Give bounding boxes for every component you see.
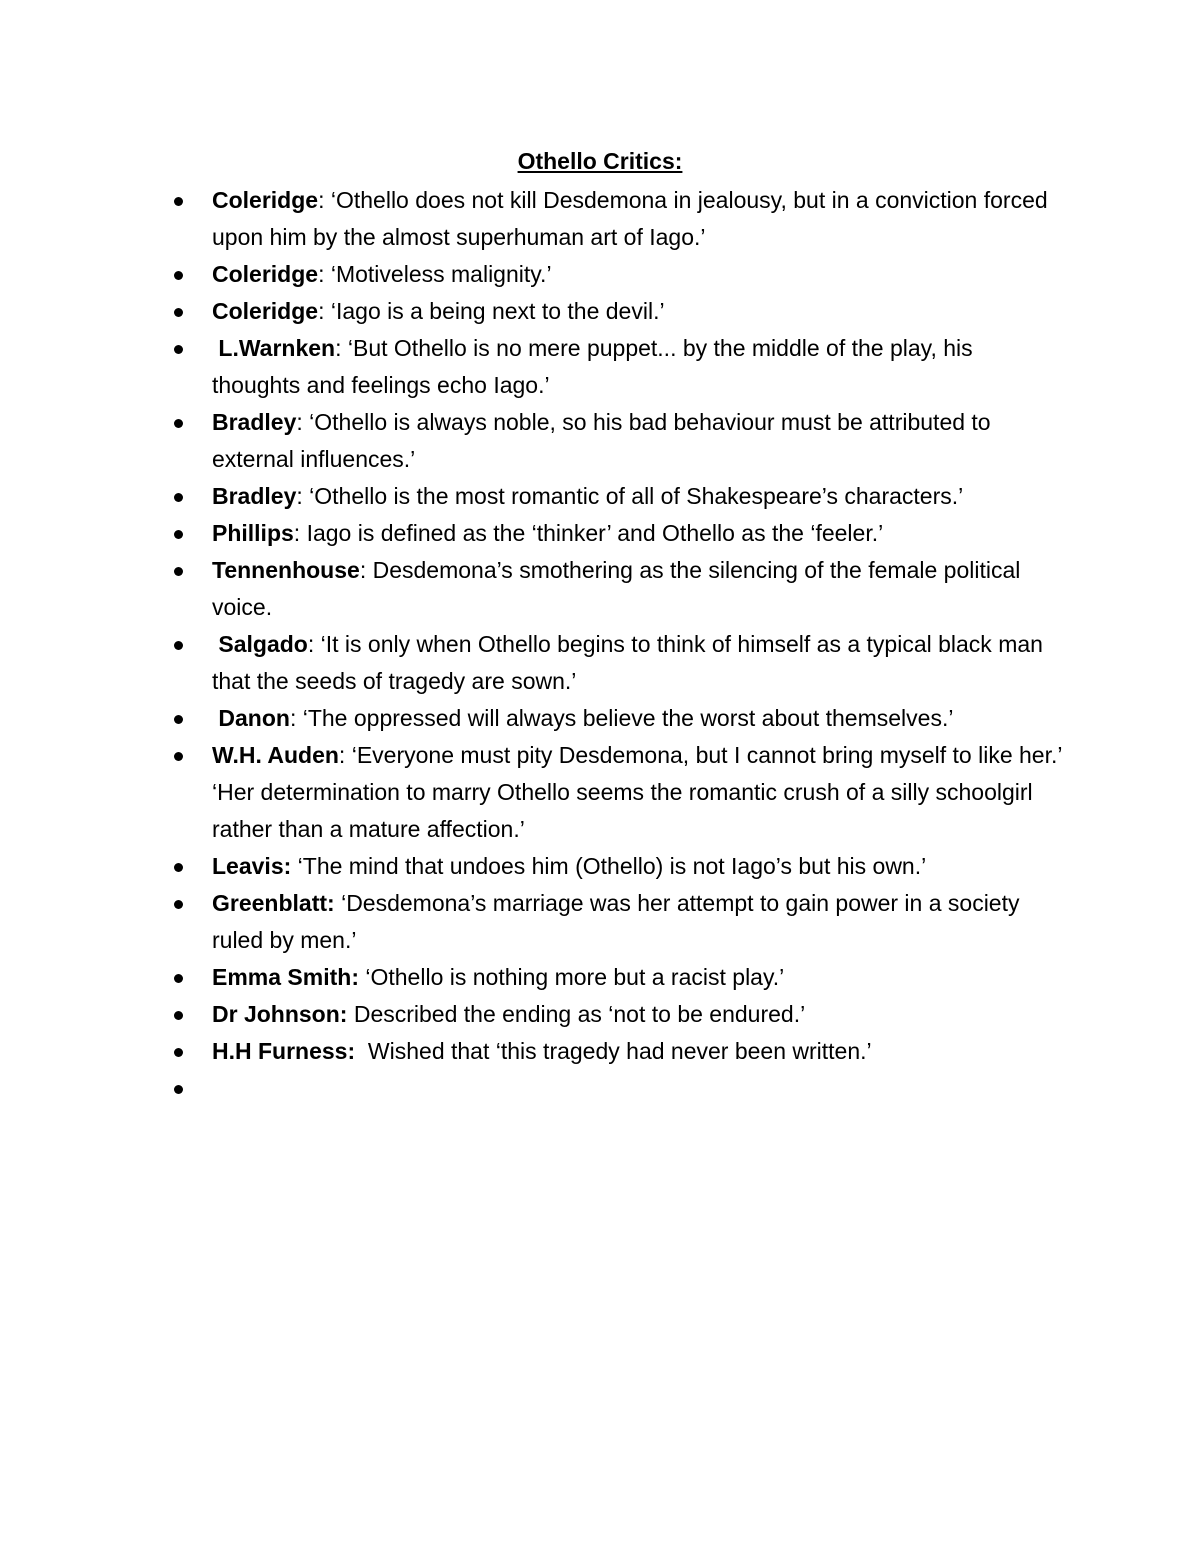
critic-separator: :: [296, 409, 310, 435]
critic-name: Bradley: [212, 483, 297, 509]
empty-list-item: [212, 1070, 1062, 1107]
bullet-icon: [174, 1085, 183, 1094]
critic-quote: ‘Othello does not kill Desdemona in jealousy, but in a conviction forced upon him by the almost superhuman art of Iago.’: [212, 187, 1048, 250]
critic-list-item: [212, 848, 1062, 885]
bullet-icon: [174, 419, 183, 428]
critic-separator: :: [296, 483, 310, 509]
bullet-icon: [174, 863, 183, 872]
critic-name: Greenblatt:: [212, 890, 335, 916]
bullet-icon: [174, 271, 183, 280]
bullet-icon: [174, 197, 183, 206]
critic-list-item: [212, 700, 1062, 737]
critic-separator: :: [318, 261, 331, 287]
critic-name: Tennenhouse: [212, 557, 360, 583]
critic-list-item: [212, 256, 1062, 293]
critic-name: Danon: [212, 705, 290, 731]
critic-quote: Described the ending as ‘not to be endured.’: [353, 1001, 806, 1027]
bullet-icon: [174, 1011, 183, 1020]
critic-list-item: [212, 885, 1062, 959]
critic-quote: ‘But Othello is no mere puppet... by the middle of the play, his thoughts and feelings echo Iago.’: [212, 335, 973, 398]
critic-quote: Wished that ‘this tragedy had never been written.’: [367, 1038, 872, 1064]
bullet-icon: [174, 1048, 183, 1057]
critic-separator: :: [359, 557, 373, 583]
critic-quote: ‘The oppressed will always believe the worst about themselves.’: [302, 705, 954, 731]
critic-separator: :: [318, 298, 331, 324]
critic-separator: :: [289, 705, 303, 731]
critic-quote: ‘The mind that undoes him (Othello) is not Iago’s but his own.’: [297, 853, 927, 879]
critic-list-item: [212, 1033, 1062, 1070]
critic-quote: ‘Everyone must pity Desdemona, but I cannot bring myself to like her.’ ‘Her determination to marry Othello seems the romantic crush of a silly schoolgirl rather than a mature affection.’: [212, 742, 1062, 842]
critic-quote: ‘Desdemona’s marriage was her attempt to gain power in a society ruled by men.’: [212, 890, 1020, 953]
critic-name: Leavis:: [212, 853, 292, 879]
critic-quote: ‘Motiveless malignity.’: [330, 261, 552, 287]
critic-name: Coleridge: [212, 298, 319, 324]
critic-quote: ‘Iago is a being next to the devil.’: [330, 298, 665, 324]
bullet-icon: [174, 715, 183, 724]
critic-list-item: [212, 959, 1062, 996]
critic-name: Dr Johnson:: [212, 1001, 348, 1027]
critic-quote: ‘It is only when Othello begins to think of himself as a typical black man that the seeds of tragedy are sown.’: [212, 631, 1043, 694]
bullet-icon: [174, 641, 183, 650]
bullet-icon: [174, 900, 183, 909]
critic-name: Phillips: [212, 520, 294, 546]
critic-name: W.H. Auden: [212, 742, 339, 768]
critic-quote: Iago is defined as the ‘thinker’ and Othello as the ‘feeler.’: [306, 520, 884, 546]
critic-list-item: [212, 330, 1062, 404]
critic-separator: :: [307, 631, 321, 657]
critic-separator: :: [318, 187, 331, 213]
critic-list-item: [212, 996, 1062, 1033]
critic-separator: :: [338, 742, 352, 768]
critic-list-item: [212, 293, 1062, 330]
critic-list-item: [212, 182, 1062, 256]
critic-name: L.Warnken: [212, 335, 336, 361]
critic-list: [212, 182, 1062, 1107]
critic-list-item: [212, 552, 1062, 626]
critic-list-item: [212, 626, 1062, 700]
critic-list-item: [212, 515, 1062, 552]
critic-list-item: [212, 737, 1062, 848]
critic-name: Coleridge: [212, 261, 319, 287]
critic-list-item: [212, 404, 1062, 478]
critic-quote: ‘Othello is always noble, so his bad behaviour must be attributed to external influences.’: [212, 409, 991, 472]
bullet-icon: [174, 752, 183, 761]
critic-quote: Desdemona’s smothering as the silencing of the female political voice.: [212, 557, 1021, 620]
bullet-icon: [174, 974, 183, 983]
critic-quote: ‘Othello is the most romantic of all of Shakespeare’s characters.’: [309, 483, 964, 509]
bullet-icon: [174, 530, 183, 539]
critic-separator: :: [335, 335, 348, 361]
critic-list-item: [212, 478, 1062, 515]
bullet-icon: [174, 567, 183, 576]
critic-name: Salgado: [212, 631, 308, 657]
critic-name: Emma Smith:: [212, 964, 359, 990]
bullet-icon: [174, 308, 183, 317]
critic-name: Bradley: [212, 409, 297, 435]
bullet-icon: [174, 493, 183, 502]
document-title: Othello Critics:: [517, 148, 683, 174]
critic-separator: :: [293, 520, 307, 546]
critic-name: H.H Furness:: [212, 1038, 356, 1064]
bullet-icon: [174, 345, 183, 354]
critic-quote: ‘Othello is nothing more but a racist play.’: [365, 964, 785, 990]
critic-name: Coleridge: [212, 187, 319, 213]
critic-separator: [355, 1038, 368, 1064]
